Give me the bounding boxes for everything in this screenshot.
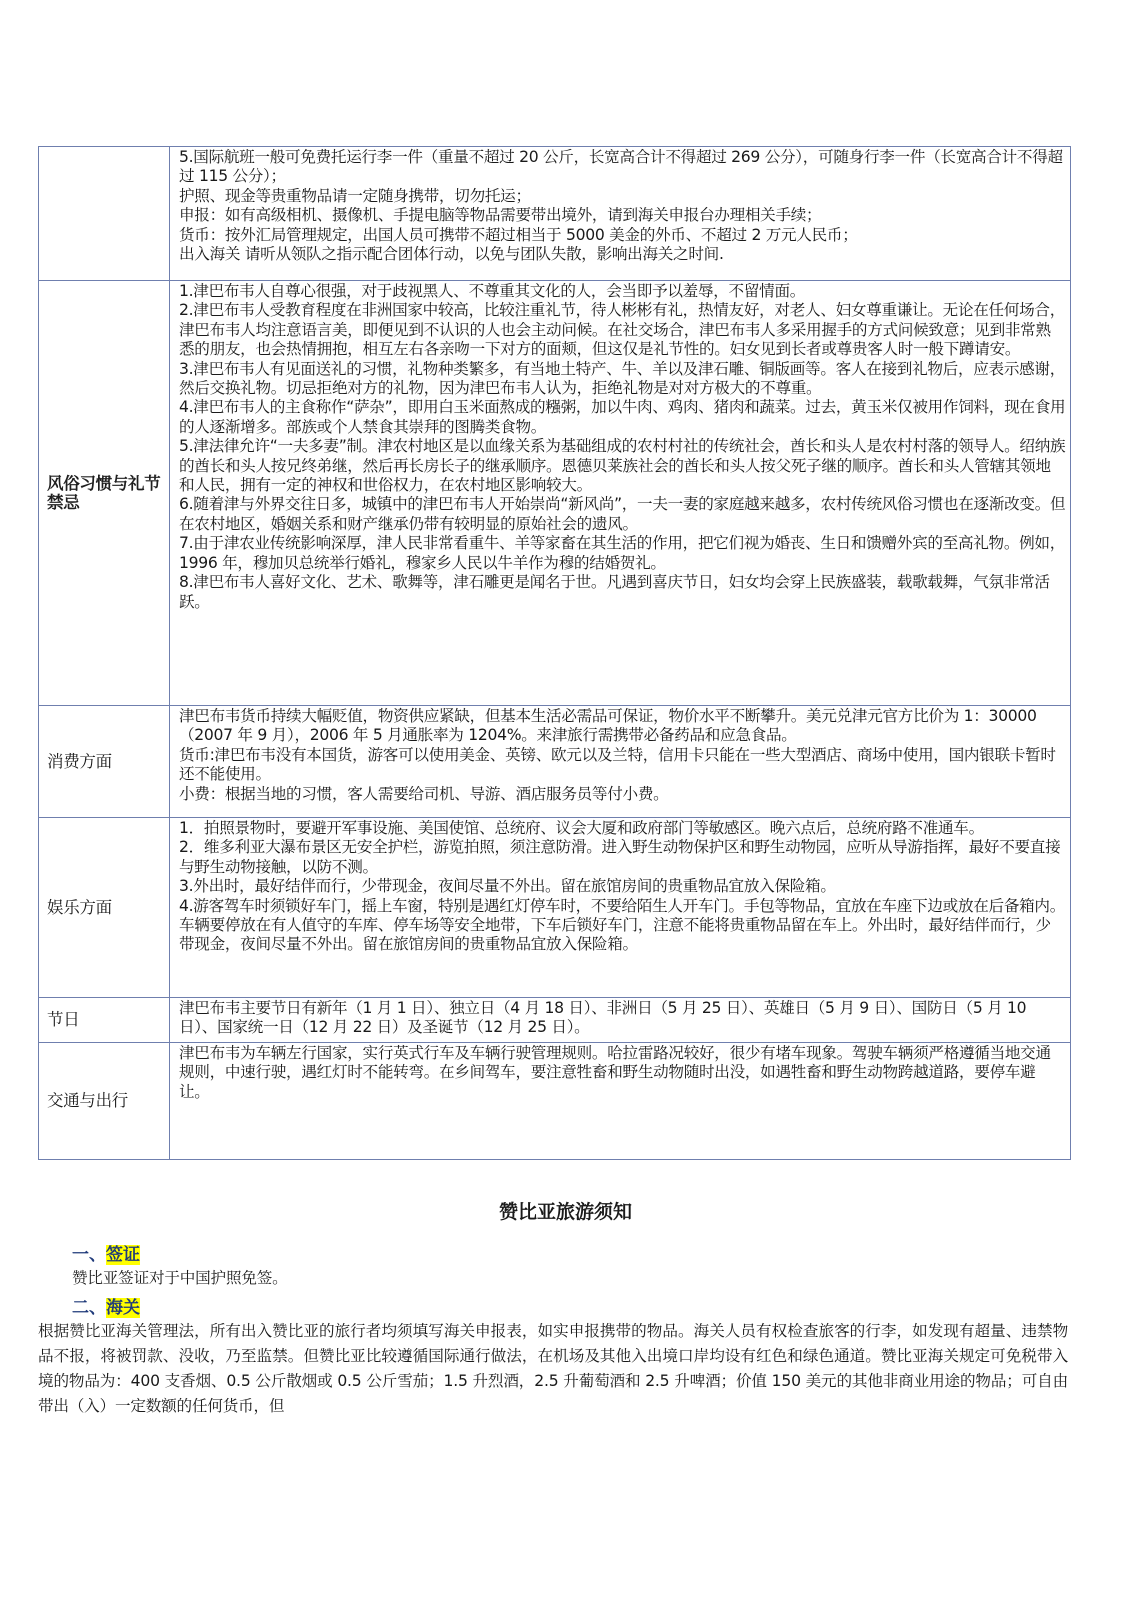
section-number: 二、	[72, 1298, 106, 1318]
section-title: 赞比亚旅游须知	[498, 1201, 632, 1223]
row-content	[170, 281, 1071, 706]
row-label: 消费方面	[39, 706, 170, 818]
content-line: 4.津巴布韦人的主食称作“萨杂”，即用白玉米面熬成的糨粥，加以牛肉、鸡肉、猪肉和蔬菜。过去，黄玉米仅被用作饲料，现在食用的人逐渐增多。部族或个人禁食其崇拜的图腾类食物。	[179, 398, 1066, 436]
content-line: 津巴布韦主要节日有新年（1 月 1 日）、独立日（4 月 18 日）、非洲日（5 月 25 日）、英雄日（5 月 9 日）、国防日（5 月 10 日）、国家统一日（12 月 22 日）及圣诞节（12 月 25 日）。	[179, 999, 1027, 1037]
section-body: 赞比亚签证对于中国护照免签。	[72, 1269, 288, 1287]
content-line: 1．拍照景物时，要避开军事设施、美国使馆、总统府、议会大厦和政府部门等敏感区。晚六点后，总统府路不准通车。	[179, 819, 984, 837]
content-line: 出入海关 请听从领队之指示配合团体行动，以免与团队失散，影响出海关之时间.	[179, 245, 724, 264]
content-line: 7.由于津农业传统影响深厚，津人民非常看重牛、羊等家畜在其生活的作用，把它们视为婚丧、生日和馈赠外宾的至高礼物。例如，1996 年，穆加贝总统举行婚礼，穆家乡人民以牛羊作为穆的结婚贺礼。	[179, 534, 1066, 572]
table-row	[39, 281, 1071, 706]
content-line: 津巴布韦为车辆左行国家，实行英式行车及车辆行驶管理规则。哈拉雷路况较好，很少有堵车现象。驾驶车辆须严格遵循当地交通规则，中速行驶，遇红灯时不能转弯。在乡间驾车，要注意牲畜和野生动物随时出没，如遇牲畜和野生动物跨越道路，要停车避让。	[179, 1044, 1051, 1101]
row-label	[39, 147, 170, 281]
section-heading-text: 签证	[106, 1245, 140, 1265]
section-number: 一、	[72, 1245, 106, 1265]
content-line: 3.津巴布韦人有见面送礼的习惯，礼物种类繁多，有当地土特产、牛、羊以及津石雕、铜版画等。客人在接到礼物后，应表示感谢，然后交换礼物。切忌拒绝对方的礼物，因为津巴布韦人认为，拒绝礼物是对对方极大的不尊重。	[179, 359, 1066, 398]
row-label: 风俗习惯与礼节禁忌	[39, 281, 170, 706]
content-line: 申报：如有高级相机、摄像机、手提电脑等物品需要带出境外，请到海关申报台办理相关手续；	[179, 206, 822, 225]
content-line: 5.国际航班一般可免费托运行李一件（重量不超过 20 公斤，长宽高合计不得超过 269 公分），可随身行李一件（长宽高合计不得超过 115 公分）；	[179, 148, 1063, 186]
content-line: 8.津巴布韦人喜好文化、艺术、歌舞等，津石雕更是闻名于世。凡遇到喜庆节日，妇女均会穿上民族盛装，载歌载舞，气氛非常活跃。	[179, 573, 1050, 611]
section-body: 根据赞比亚海关管理法，所有出入赞比亚的旅行者均须填写海关申报表，如实申报携带的物品。海关人员有权检查旅客的行李，如发现有超量、违禁物品不报，将被罚款、没收，乃至监禁。但赞比亚比较遵循国际通行做法，在机场及其他入出境口岸均设有红色和绿色通道。赞比亚海关规定可免税带入境的物品为：400 支香烟、0.5 公斤散烟或 0.5 公斤雪茄；1.5 升烈酒，2.5 升葡萄酒和 2.5 升啤酒；价值 150 美元的其他非商业用途的物品；可自由带出（入）一定数额的任何货币，但	[38, 1322, 1068, 1415]
section-heading	[72, 1240, 140, 1265]
content-line: 4.游客驾车时须锁好车门，摇上车窗，特别是遇红灯停车时，不要给陌生人开车门。手包等物品，宜放在车座下边或放在后备箱内。车辆要停放在有人值守的车库、停车场等安全地带，下车后锁好车门，注意不能将贵重物品留在车上。外出时，最好结伴而行，少带现金，夜间尽量不外出。留在旅馆房间的贵重物品宜放入保险箱。	[179, 896, 1066, 954]
table-row	[39, 998, 1071, 1043]
row-content	[170, 1043, 1071, 1160]
content-line: 6.随着津与外界交往日多，城镇中的津巴布韦人开始崇尚“新风尚”，一夫一妻的家庭越来越多，农村传统风俗习惯也在逐渐改变。但在农村地区，婚姻关系和财产继承仍带有较明显的原始社会的遗风。	[179, 495, 1066, 533]
content-line: 津巴布韦货币持续大幅贬值，物资供应紧缺，但基本生活必需品可保证，物价水平不断攀升。美元兑津元官方比价为 1：30000（2007 年 9 月），2006 年 5 月通胀率为 1204%。来津旅行需携带必备药品和应急食品。	[179, 707, 1037, 745]
table-row	[39, 1043, 1071, 1160]
row-content	[170, 818, 1071, 998]
content-line: 2.津巴布韦人受教育程度在非洲国家中较高，比较注重礼节，待人彬彬有礼，热情友好，对老人、妇女尊重谦让。无论在任何场合，津巴布韦人均注意语言美，即便见到不认识的人也会主动问候。在社交场合，津巴布韦人多采用握手的方式问候致意；见到非常熟悉的朋友，也会热情拥抱，相互左右各亲吻一下对方的面颊，但这仅是礼节性的。妇女见到长者或尊贵客人时一般下蹲请安。	[179, 301, 1066, 359]
section-heading	[72, 1293, 140, 1318]
content-line: 3.外出时，最好结伴而行，少带现金，夜间尽量不外出。留在旅馆房间的贵重物品宜放入保险箱。	[179, 877, 836, 896]
row-content	[170, 147, 1071, 281]
content-line: 货币:津巴布韦没有本国货，游客可以使用美金、英镑、欧元以及兰特，信用卡只能在一些大型酒店、商场中使用，国内银联卡暂时还不能使用。	[179, 745, 1056, 784]
content-line: 护照、现金等贵重物品请一定随身携带，切勿托运；	[179, 186, 531, 205]
table-row	[39, 818, 1071, 998]
content-line: 货币：按外汇局管理规定，出国人员可携带不超过相当于 5000 美金的外币、不超过 2 万元人民币；	[179, 225, 858, 244]
row-label: 娱乐方面	[39, 818, 170, 998]
content-line: 1.津巴布韦人自尊心很强，对于歧视黑人、不尊重其文化的人，会当即予以羞辱，不留情面。	[179, 282, 806, 300]
row-content	[170, 998, 1071, 1043]
row-label: 交通与出行	[39, 1043, 170, 1160]
table-row	[39, 706, 1071, 818]
row-label: 节日	[39, 998, 170, 1043]
table-row	[39, 147, 1071, 281]
content-line: 5.津法律允许“一夫多妻”制。津农村地区是以血缘关系为基础组成的农村村社的传统社会，酋长和头人是农村村落的领导人。绍纳族的酋长和头人按兄终弟继，然后再长房长子的继承顺序。恩德贝莱族社会的酋长和头人按父死子继的顺序。酋长和头人管辖其领地和人民，拥有一定的神权和世俗权力，在农村地区影响较大。	[179, 437, 1066, 495]
content-line: 小费：根据当地的习惯，客人需要给司机、导游、酒店服务员等付小费。	[179, 784, 669, 803]
zimbabwe-info-table	[38, 146, 1071, 1160]
content-line: 2．维多利亚大瀑布景区无安全护栏，游览拍照，须注意防滑。进入野生动物保护区和野生动物园，应听从导游指挥，最好不要直接与野生动物接触，以防不测。	[179, 838, 1061, 876]
section-heading-text: 海关	[106, 1298, 140, 1318]
row-content	[170, 706, 1071, 818]
